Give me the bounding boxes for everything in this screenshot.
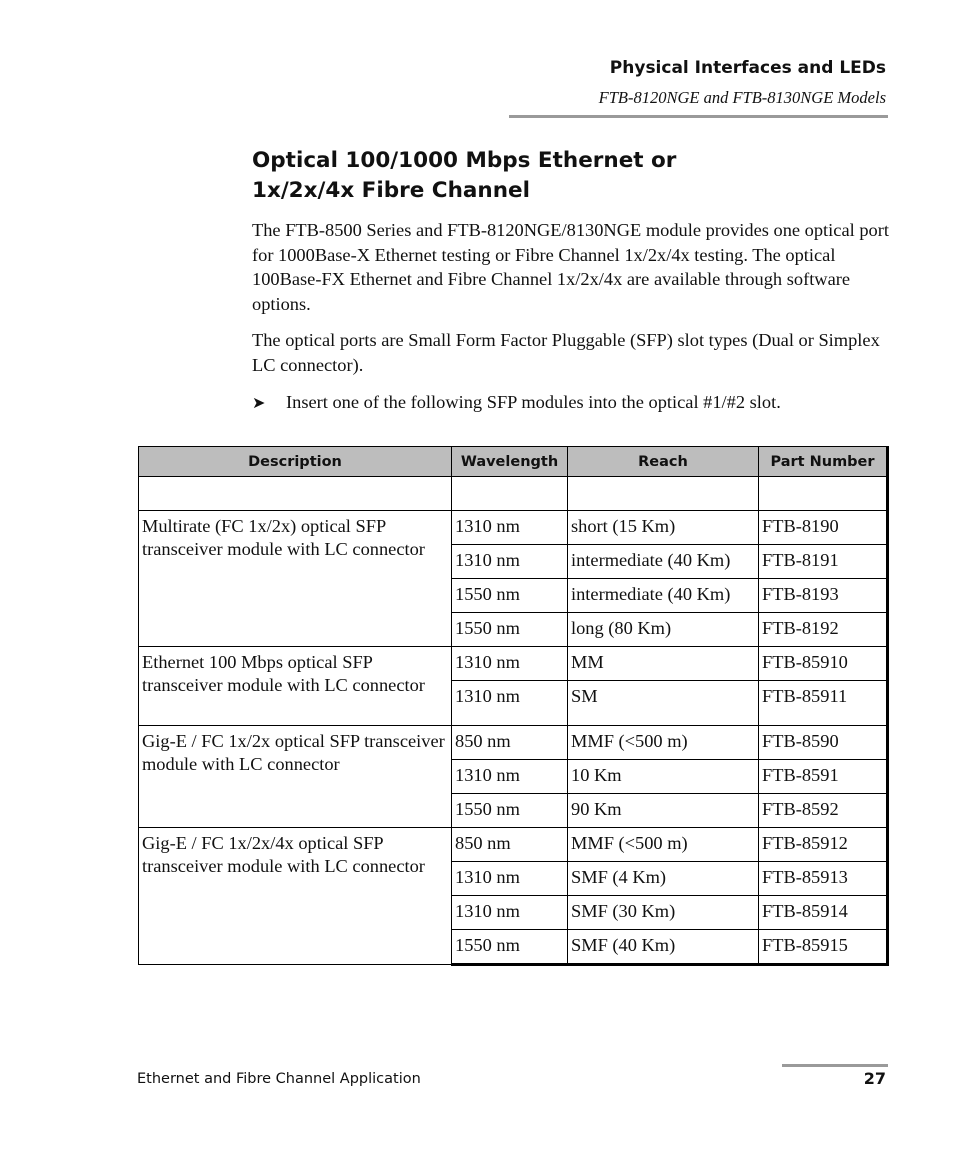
cell-reach: SMF (40 Km): [568, 930, 759, 965]
cell-wavelength: 1310 nm: [452, 760, 568, 794]
cell-reach: short (15 Km): [568, 511, 759, 545]
cell-part-number: FTB-85911: [759, 681, 888, 726]
instruction-text: Insert one of the following SFP modules into the optical #1/#2 slot.: [286, 392, 781, 412]
page-number: 27: [863, 1069, 886, 1088]
cell-part-number: FTB-8193: [759, 579, 888, 613]
sfp-paragraph: The optical ports are Small Form Factor Pluggable (SFP) slot types (Dual or Simplex LC connector).: [252, 330, 880, 375]
cell-reach: MMF (<500 m): [568, 828, 759, 862]
cell-reach: intermediate (40 Km): [568, 579, 759, 613]
intro-paragraph: The FTB-8500 Series and FTB-8120NGE/8130NGE module provides one optical port for 1000Base-X Ethernet testing or Fibre Channel 1x/2x/4x testing. The optical 100Base-FX Ethernet and Fibre Channel 1x/2x/4x are available through software options.: [252, 220, 889, 314]
column-header-description: Description: [139, 447, 452, 477]
cell-part-number: FTB-8591: [759, 760, 888, 794]
cell-wavelength: 850 nm: [452, 726, 568, 760]
column-header-wavelength: Wavelength: [452, 447, 568, 477]
cell-wavelength: 1310 nm: [452, 862, 568, 896]
cell-part-number: FTB-85913: [759, 862, 888, 896]
cell-wavelength: 1310 nm: [452, 647, 568, 681]
footer-rule: [782, 1064, 888, 1067]
cell-wavelength: 1310 nm: [452, 896, 568, 930]
running-header-title: Physical Interfaces and LEDs: [609, 58, 886, 78]
table-row: [139, 647, 888, 681]
cell-reach: SM: [568, 681, 759, 726]
row-description: Gig-E / FC 1x/2x optical SFP transceiver module with LC connector: [139, 726, 452, 828]
cell-reach: MMF (<500 m): [568, 726, 759, 760]
cell-wavelength: 1310 nm: [452, 545, 568, 579]
row-description: Ethernet 100 Mbps optical SFP transceiver module with LC connector: [139, 647, 452, 726]
section-title-line-1: Optical 100/1000 Mbps Ethernet or: [252, 148, 677, 173]
section-title: [252, 146, 812, 206]
sfp-modules-table: [138, 446, 889, 966]
table-row: [139, 726, 888, 760]
cell-wavelength: 1310 nm: [452, 511, 568, 545]
arrow-bullet-icon: ➤: [252, 395, 266, 412]
cell-reach: MM: [568, 647, 759, 681]
cell-wavelength: 1550 nm: [452, 930, 568, 965]
column-header-reach: Reach: [568, 447, 759, 477]
section-title-line-2: 1x/2x/4x Fibre Channel: [252, 178, 530, 203]
cell-wavelength: 1550 nm: [452, 794, 568, 828]
cell-part-number: FTB-85912: [759, 828, 888, 862]
cell-part-number: FTB-85915: [759, 930, 888, 965]
cell-part-number: FTB-8192: [759, 613, 888, 647]
cell-wavelength: 1550 nm: [452, 613, 568, 647]
cell-part-number: FTB-8190: [759, 511, 888, 545]
cell-part-number: FTB-85910: [759, 647, 888, 681]
cell-reach: long (80 Km): [568, 613, 759, 647]
table-header-row: [139, 447, 888, 477]
cell-reach: 90 Km: [568, 794, 759, 828]
header-rule: [509, 115, 888, 118]
table-row: [139, 828, 888, 862]
cell-wavelength: 850 nm: [452, 828, 568, 862]
cell-part-number: FTB-8191: [759, 545, 888, 579]
cell-wavelength: 1310 nm: [452, 681, 568, 726]
cell-part-number: FTB-8592: [759, 794, 888, 828]
cell-wavelength: 1550 nm: [452, 579, 568, 613]
column-header-part-number: Part Number: [759, 447, 888, 477]
cell-part-number: FTB-85914: [759, 896, 888, 930]
row-description: Multirate (FC 1x/2x) optical SFP transceiver module with LC connector: [139, 511, 452, 647]
cell-part-number: FTB-8590: [759, 726, 888, 760]
header-spacer-row: [139, 477, 888, 511]
instruction-bullet: [252, 390, 892, 416]
running-header-subtitle: FTB-8120NGE and FTB-8130NGE Models: [598, 88, 886, 107]
row-description: Gig-E / FC 1x/2x/4x optical SFP transceiver module with LC connector: [139, 828, 452, 965]
cell-reach: 10 Km: [568, 760, 759, 794]
cell-reach: SMF (4 Km): [568, 862, 759, 896]
cell-reach: SMF (30 Km): [568, 896, 759, 930]
footer-document-title: Ethernet and Fibre Channel Application: [137, 1071, 421, 1087]
cell-reach: intermediate (40 Km): [568, 545, 759, 579]
table-row: [139, 511, 888, 545]
